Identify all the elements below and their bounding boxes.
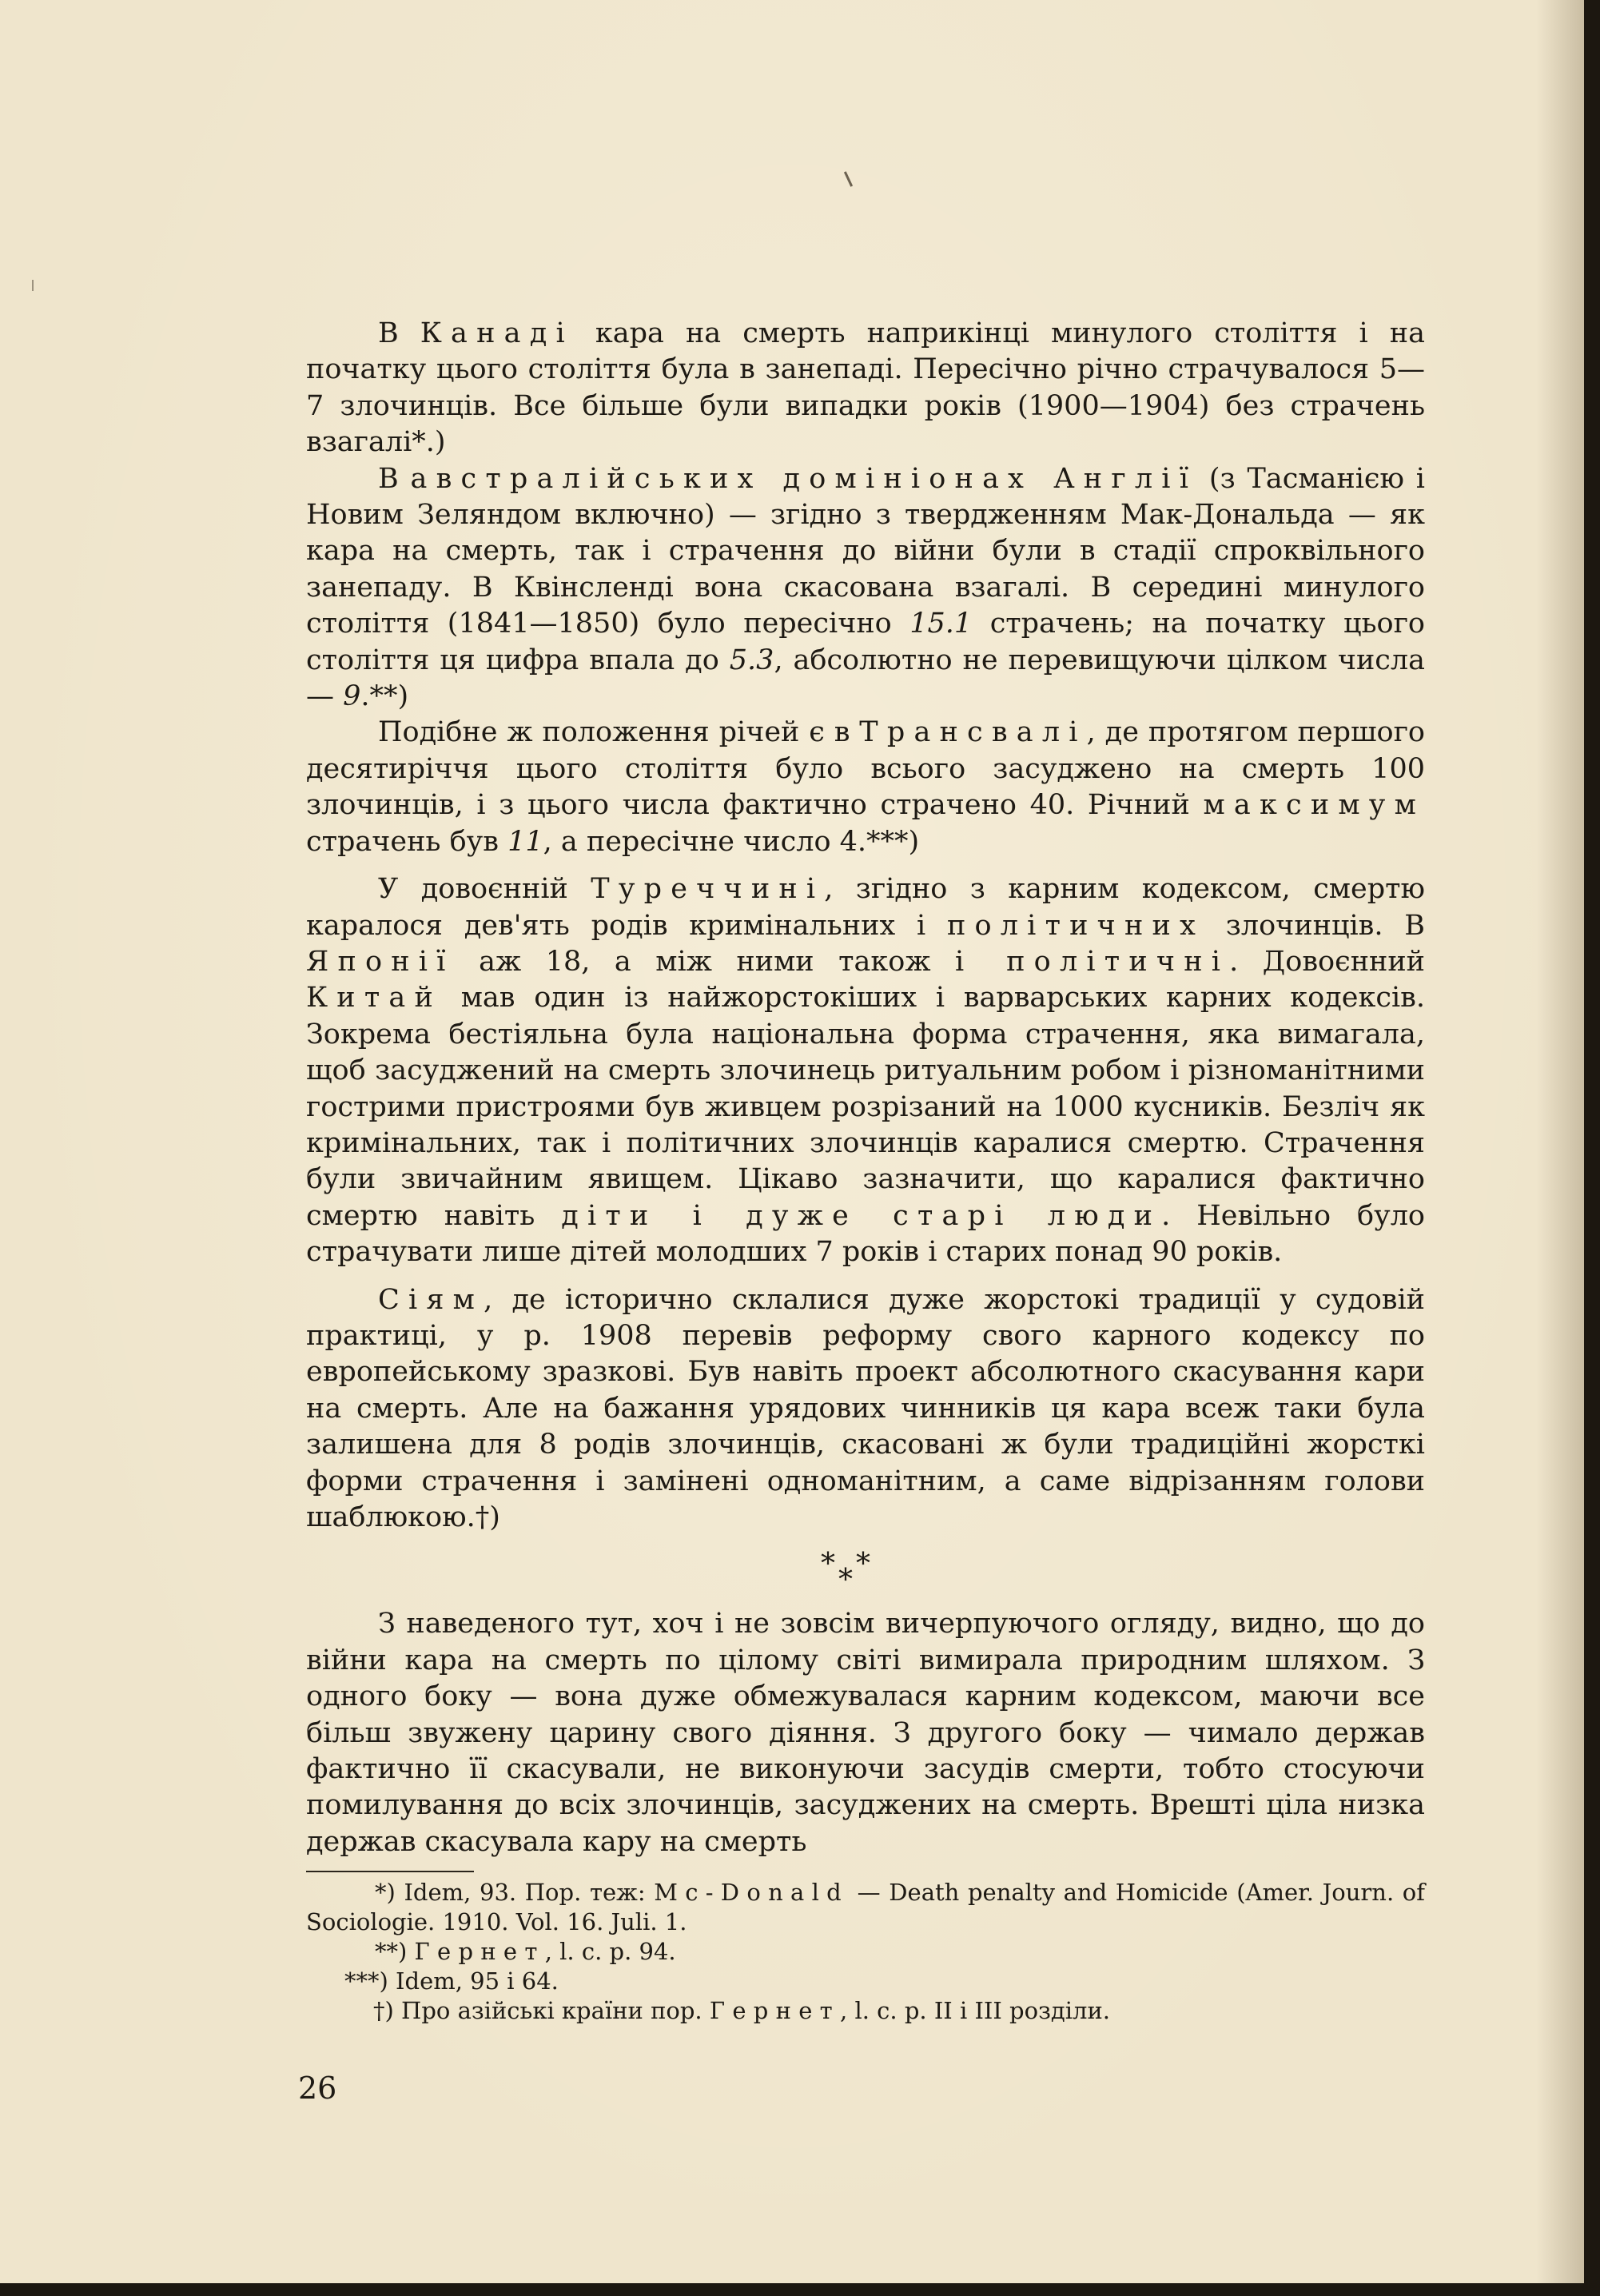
emphasis-turkey: Туреччині xyxy=(591,873,825,906)
text: . Довоєнний xyxy=(1229,945,1426,978)
footnotes xyxy=(306,1878,1425,2026)
text: (з Тасманією і Новим Зеляндом включно) — згідно з твердженням Мак-Дональда — як кара на смерть, так і страчення до війни були в стадії спроквільного занепаду. В Квінсленді вона скасована взагалі. В середині минулого століття (1841—1850) було пересічно xyxy=(306,462,1425,640)
emphasis-dominions: австралійських домініонах Англії xyxy=(410,462,1198,495)
paragraph-turkey xyxy=(306,871,1425,1270)
asterism-star: * xyxy=(821,1548,835,1581)
text: , згідно з карним кодексом, смертю каралося дев'ять родів кримінальних і xyxy=(306,873,1425,942)
text: злочинців. В xyxy=(1204,909,1425,942)
text: , l. c. p. II і III розділи. xyxy=(840,1997,1110,2024)
footnote-rule xyxy=(306,1871,474,1872)
emphasis-political: політичних xyxy=(946,909,1205,942)
binding-shadow xyxy=(1536,0,1584,2283)
footnote-3 xyxy=(306,1967,1425,1996)
number-italic: 9 xyxy=(343,680,361,713)
text: Подібне ж положення річей є в xyxy=(378,716,860,749)
footnote-4 xyxy=(306,1996,1425,2026)
footnote-author: Гернет xyxy=(414,1938,545,1965)
text: , а пересічне число 4.***) xyxy=(543,825,920,858)
text: В xyxy=(378,462,411,495)
footnote-author: Гернет xyxy=(709,1997,841,2024)
emphasis-children: діти і дуже старі люди xyxy=(561,1199,1162,1232)
text: страчень був xyxy=(306,825,508,858)
page-number: 26 xyxy=(298,2071,337,2106)
emphasis-siam: Сіям xyxy=(378,1283,484,1316)
paragraph-transvaal xyxy=(306,715,1425,860)
text: страчень; на початку цього століття ця цифра впала до xyxy=(306,608,1425,676)
text: Idem, 95 і 64. xyxy=(388,1967,559,1995)
text: , l. c. p. 94. xyxy=(544,1938,676,1965)
asterism xyxy=(306,1541,1425,1598)
paragraph-australia xyxy=(306,461,1425,716)
text: Idem, 93. Пор. теж: xyxy=(395,1879,655,1906)
text: Про азійські країни пор. xyxy=(393,1997,710,2024)
paragraph-siam xyxy=(306,1282,1425,1537)
text: , де історично склалися дуже жорстокі традиції у судовій практиці, у р. 1908 перевів реформу свого карного кодексу по европейському зразкові. Був навіть проект абсолютного скасування кари на смерть. Але на бажання урядових чинників ця кара всеж таки була залишена для 8 родів злочинців, скасовані ж були традиційні жорсткі форми страчення і замінені одноманітним, а саме відрізанням голови шаблюкою.†) xyxy=(306,1283,1425,1533)
footnote-2 xyxy=(306,1937,1425,1967)
footnote-1 xyxy=(306,1878,1425,1937)
footnote-mark: ***) xyxy=(344,1967,388,1995)
emphasis-maximum: максимум xyxy=(1203,789,1425,822)
emphasis-canada: Канаді xyxy=(420,317,574,349)
text: , де протягом першого десятиріччя цього століття було всього засуджено на смерть 100 злочинців, і з цього числа фактично страчено 40. Річний xyxy=(306,716,1425,822)
text: . Невільно було страчувати лише дітей молодших 7 років і старих понад 90 років. xyxy=(306,1199,1425,1269)
text: кара на смерть наприкінці минулого століття і на початку цього століття була в занепаді. Пересічно річно страчувалося 5—7 злочинців. Все більше були випадки років (1900—1904) без страчень взагалі*.) xyxy=(306,317,1425,459)
ink-speck xyxy=(32,280,34,291)
number-italic: 15.1 xyxy=(909,608,973,640)
text: В xyxy=(378,317,420,349)
emphasis-china: Китай xyxy=(306,982,442,1014)
text: — Death penalty and Homicide (Amer. Journ. of Sociologie. 1910. Vol. 16. Juli. 1. xyxy=(306,1879,1425,1935)
emphasis-japan: Японії xyxy=(306,945,455,978)
text: , абсолютно не перевищуючи цілком числа — xyxy=(306,644,1425,713)
text: З наведеного тут, хоч і не зовсім вичерпуючого огляду, видно, що до війни кара на смерть по цілому світі вимирала природним шляхом. З одного боку — вона дуже обмежувалася карним кодексом, маючи все більш звужену царину свого діяння. З другого боку — чимало держав фактично її скасували, не виконуючи засудів смерти, тобто стосуючи помилування до всіх злочинців, засуджених на смерть. Врешті ціла низка держав скасувала кару на смерть xyxy=(306,1608,1425,1858)
paragraph-conclusion xyxy=(306,1606,1425,1860)
text: мав один із найжорстокіших і варварських карних кодексів. Зокрема бестіяльна була національна форма страчення, яка вимагала, щоб засуджений на смерть злочинець ритуальним робом і різноманітними гострими пристроями був живцем розрізаний на 1000 кусників. Безліч як кримінальних, так і політичних злочинців каралися смертю. Страчення були звичайним явищем. Цікаво зазначити, що каралися фактично смертю навіть xyxy=(306,982,1425,1232)
footnote-mark: *) xyxy=(375,1879,396,1906)
main-text xyxy=(306,316,1425,1860)
asterism-star: * xyxy=(856,1548,870,1581)
text: .**) xyxy=(360,680,409,713)
number-italic: 11 xyxy=(507,825,543,858)
number-italic: 5.3 xyxy=(729,644,774,676)
paragraph-canada xyxy=(306,316,1425,461)
asterism-star: * xyxy=(838,1564,853,1597)
text: аж 18, а між ними також xyxy=(454,945,956,978)
footnote-author: Mc-Donald xyxy=(654,1879,850,1906)
ink-speck xyxy=(844,171,853,186)
footnote-mark: **) xyxy=(375,1938,408,1965)
emphasis-transvaal: Трансвалі xyxy=(859,716,1087,749)
footnote-mark: †) xyxy=(373,1997,394,2024)
text: У довоєнній xyxy=(378,873,591,906)
emphasis-political: і політичні xyxy=(955,945,1230,978)
